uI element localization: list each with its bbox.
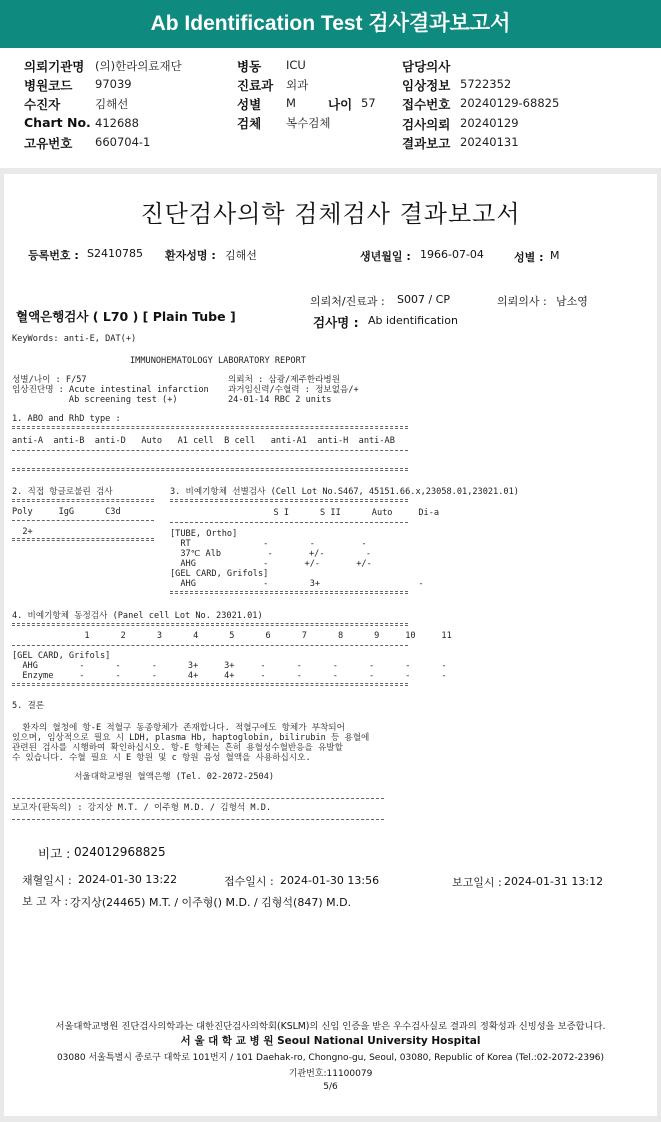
screening-row: AHG - 3+ - [170, 579, 424, 589]
specimen: 복수검체 [286, 116, 331, 130]
result-report-sheet [4, 174, 657, 1116]
report-time-label: 보고일시 : [452, 876, 502, 889]
section-4-title: 4. 비예기항체 동정검사 (Panel cell Lot No. 23021.01) [12, 611, 263, 621]
receipt-no: 20240129-68825 [460, 96, 560, 110]
panel-row: AHG - - - 3+ 3+ - - - - - - [12, 661, 447, 671]
divider [170, 522, 408, 523]
patient-name-value: 김해선 [225, 249, 257, 262]
patient-name: 김해선 [95, 97, 129, 111]
dob: 1966-07-04 [420, 248, 484, 261]
dat-header: Poly IgG C3d [12, 507, 121, 517]
report-date: 20240131 [460, 135, 519, 149]
request-org: (의)한라의료재단 [95, 59, 182, 73]
age: 57 [361, 96, 376, 110]
exam-name: Ab identification [368, 314, 458, 327]
panel-row: [GEL CARD, Grifols] [12, 651, 111, 661]
request-header [0, 48, 661, 168]
receive-label: 접수일시 : [224, 875, 274, 888]
referral-line: 의뢰처 : 삼광/제주한라병원 [228, 375, 341, 385]
report-date-label: 결과보고 [402, 136, 451, 151]
clinical-info: 5722352 [460, 77, 512, 91]
requester: S007 / CP [397, 293, 450, 306]
note-value: 024012968825 [74, 845, 166, 859]
request-date: 20240129 [460, 116, 519, 130]
dat-value: 2+ [12, 527, 33, 537]
page-number: 5/6 [323, 1082, 338, 1092]
blood-bank-line: 서울대학교병원 혈액은행 (Tel. 02-2072-2504) [12, 772, 275, 782]
screening-row: [GEL CARD, Grifols] [170, 569, 269, 579]
abo-rhd-header: anti-A anti-B anti-D Auto A1 cell B cell anti-A1 anti-H anti-AB [12, 436, 395, 446]
receipt-no-label: 접수번호 [402, 97, 451, 112]
institution-number: 기관번호:11100079 [288, 1069, 373, 1079]
divider [12, 499, 154, 502]
reg-no: S2410785 [87, 247, 143, 260]
req-doctor: 남소영 [556, 295, 588, 308]
section-3-title: 3. 비예기항체 선별검사 (Cell Lot No.S467, 45151.66.x,23058.01,23021.01) [170, 487, 519, 497]
patient-label: 수진자 [24, 97, 61, 112]
panel-row: Enzyme - - - 4+ 4+ - - - - - - [12, 671, 447, 681]
exam-category: 혈액은행검사 ( L70 ) [ Plain Tube ] [16, 309, 236, 324]
divider [12, 450, 408, 451]
divider [12, 623, 408, 626]
screening-row: AHG - +/- +/- [170, 559, 372, 569]
report-title-bar: Ab Identification Test 검사결과보고서 [0, 0, 661, 48]
doctor-label: 담당의사 [402, 59, 451, 74]
divider [170, 591, 408, 594]
section-5-title: 5. 결론 [12, 701, 45, 711]
collect-label: 채혈일시 : [22, 874, 72, 887]
hospital-address: 03080 서울특별시 종로구 대학로 101번지 / 101 Daehak-ro, Chongno-gu, Seoul, 03080, Republic of Korea (Tel.:02-2072-2396) [56, 1053, 605, 1063]
receive-time: 2024-01-30 13:56 [280, 874, 380, 887]
sex: M [286, 96, 296, 110]
hospital-name: 서 울 대 학 교 병 원 Seoul National University Hospital [180, 1035, 481, 1047]
divider [12, 798, 384, 799]
ward-label: 병동 [237, 59, 262, 74]
referral-line: 24-01-14 RBC 2 units [228, 395, 332, 405]
reporter2-label: 보 고 자 : [22, 895, 69, 908]
request-org-label: 의뢰기관명 [24, 59, 85, 74]
document-title: 진단검사의학 검체검사 결과보고서 [140, 200, 521, 228]
lab-report-title: IMMUNOHEMATOLOGY LABORATORY REPORT [130, 356, 306, 366]
conclusion-line: 관련된 검사를 시행하여 확인하십시오. 항-E 항체는 흔히 용혈성수혈반응을 유발할 [12, 743, 343, 753]
conclusion-line: 환자의 혈청에 항-E 적혈구 동종항체가 존재합니다. 적혈구에도 항체가 부착되어 [12, 723, 345, 733]
dept: 외과 [286, 78, 309, 92]
certification-text: 서울대학교병원 진단검사의학과는 대한진단검사의학회(KSLM)의 신임 인증을 받은 우수검사실로 결과의 정확성과 신빙성을 보증합니다. [55, 1021, 606, 1032]
divider [12, 819, 384, 820]
age-label: 나이 [328, 97, 353, 112]
dob-label: 생년월일 : [360, 250, 411, 263]
divider [12, 538, 154, 541]
referral-line: 과거임신력/수혈력 : 정보없음/+ [228, 385, 359, 395]
panel-header: 1 2 3 4 5 6 7 8 9 10 11 [12, 631, 452, 641]
section-1-title: 1. ABO and RhD type : [12, 414, 121, 424]
hospital-code: 97039 [95, 77, 132, 91]
divider [170, 499, 408, 502]
divider [12, 426, 408, 429]
requester-label: 의뢰처/진료과 : [310, 295, 385, 308]
section-2-title: 2. 직접 항글로불린 검사 [12, 487, 113, 497]
screening-header: S I S II Auto Di-a [170, 508, 440, 518]
clinical-info-label: 임상정보 [402, 78, 451, 93]
unique-no-label: 고유번호 [24, 136, 73, 151]
report-time: 2024-01-31 13:12 [504, 875, 604, 888]
ward: ICU [286, 58, 306, 72]
sex2-label: 성별 : [514, 251, 544, 264]
keywords: KeyWords: anti-E, DAT(+) [12, 334, 137, 344]
exam-name-label: 검사명 : [313, 315, 359, 330]
screening-row: RT - - - [170, 539, 367, 549]
reporter-line: 보고자(판독의) : 강지상 M.T. / 이주형 M.D. / 김형석 M.D. [12, 803, 272, 813]
chart-no-label: Chart No. [24, 115, 91, 130]
hospital-code-label: 병원코드 [24, 78, 73, 93]
divider [12, 468, 408, 471]
divider [12, 683, 408, 686]
diagnosis-line: 임상진단명 : Acute intestinal infarction [12, 385, 209, 395]
screening-row: [TUBE, Ortho] [170, 529, 238, 539]
request-date-label: 검사의뢰 [402, 117, 451, 132]
reg-no-label: 등록번호 : [28, 249, 79, 262]
sex2: M [550, 249, 560, 262]
req-doctor-label: 의뢰의사 : [497, 295, 547, 308]
screening-row: 37℃ Alb - +/- - [170, 549, 372, 559]
conclusion-line: 수 있습니다. 수혈 필요 시 E 항원 및 c 항원 음성 혈액을 사용하십시오. [12, 753, 311, 763]
unique-no: 660704-1 [95, 135, 151, 149]
diagnosis-line: Ab screening test (+) [12, 395, 178, 405]
specimen-label: 검체 [237, 116, 262, 131]
sex-age-line: 성별/나이 : F/57 [12, 375, 87, 385]
chart-no: 412688 [95, 116, 139, 130]
divider [12, 645, 408, 646]
sex-label: 성별 [237, 97, 262, 112]
conclusion-line: 있으며, 임상적으로 필요 시 LDH, plasma Hb, haptoglobin, bilirubin 등 용혈에 [12, 733, 370, 743]
reporter2: 강지상(24465) M.T. / 이주형() M.D. / 김형석(847) M.D. [70, 896, 352, 909]
dept-label: 진료과 [237, 78, 274, 93]
collect-time: 2024-01-30 13:22 [78, 873, 178, 886]
patient-name-label: 환자성명 : [165, 249, 216, 262]
divider [12, 520, 154, 521]
note-label: 비고 : [38, 846, 71, 861]
